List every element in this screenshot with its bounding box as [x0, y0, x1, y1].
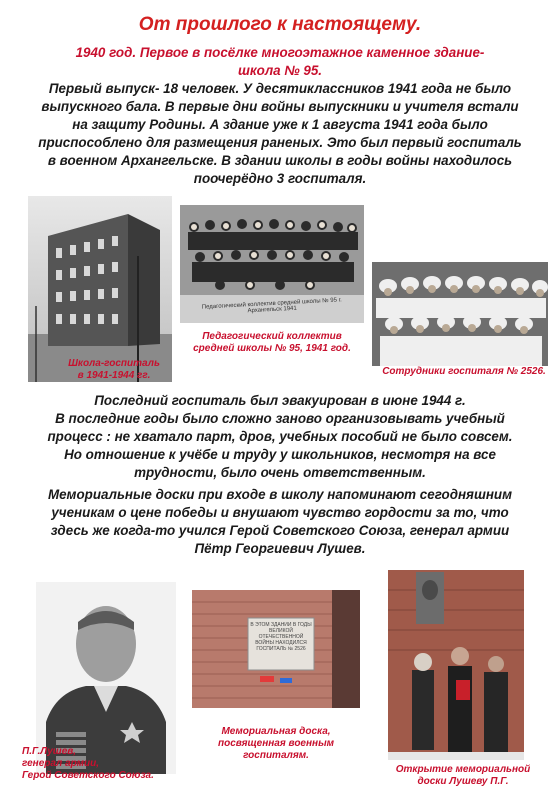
- intro-paragraph: [0, 44, 560, 188]
- memorial-plaque-photo: [192, 590, 360, 708]
- middle-line-5: трудности, было очень ответственным.: [134, 465, 426, 480]
- teachers-photo-inscription: Педагогический коллектив средней школы № 95 г. Архангельск 1941: [201, 297, 342, 315]
- school-building-caption-line-1: Школа-госпиталь: [68, 358, 160, 369]
- plaque-caption: [196, 726, 356, 762]
- plaque-text: В ЭТОМ ЗДАНИИ В ГОДЫ ВЕЛИКОЙ ОТЕЧЕСТВЕННОЙ ВОЙНЫ НАХОДИЛСЯ ГОСПИТАЛЬ № 2526: [250, 622, 312, 652]
- middle-line-4: Но отношение к учёбе и труду у школьников, несмотря на все: [64, 447, 496, 462]
- school-building-caption: [54, 358, 174, 382]
- middle-line-2: В последние годы было сложно заново организовывать учебный: [55, 411, 505, 426]
- hospital-staff-photo: [372, 262, 548, 366]
- general-caption-line-2: генерал армии,: [22, 758, 99, 769]
- middle-line-1: Последний госпиталь был эвакуирован в июне 1944 г.: [94, 393, 466, 408]
- intro-line-6: приспособлено для размещения раненых. Это был первый госпиталь: [38, 135, 522, 150]
- teachers-caption-line-1: Педагогический коллектив: [202, 331, 342, 342]
- intro-year: 1940 год.: [75, 45, 137, 60]
- general-caption: [22, 746, 202, 782]
- plaque-opening-caption: [378, 764, 548, 788]
- plaque-opening-caption-line-2: доски Лушеву П.Г.: [417, 776, 509, 787]
- intro-line-5: на защиту Родины. А здание уже к 1 августа 1941 года было: [72, 117, 488, 132]
- general-caption-line-3: Герой Советского Союза.: [22, 770, 154, 781]
- middle-line-7: ученикам о цене победы и внушают чувство гордости за то, что: [51, 505, 509, 520]
- intro-line-1: [0, 44, 560, 62]
- middle-line-9: Пётр Георгиевич Лушев.: [194, 541, 366, 556]
- plaque-opening-image: [388, 570, 524, 760]
- middle-line-3: процесс : не хватало парт, дров, учебных пособий не было совсем.: [47, 429, 513, 444]
- plaque-caption-line-2: посвященная военным: [217, 738, 335, 749]
- hospital-staff-caption: Сотрудники госпиталя № 2526.: [382, 366, 546, 377]
- intro-line-2: школа № 95.: [237, 63, 323, 78]
- page-title: От прошлого к настоящему.: [138, 14, 422, 35]
- plaque-opening-photo: [388, 570, 524, 760]
- intro-line-1-rest: Первое в посёлке многоэтажное каменное здание-: [139, 45, 485, 60]
- school-building-image: [28, 196, 172, 382]
- hospital-staff-image: [372, 262, 548, 366]
- teachers-caption: [184, 331, 360, 355]
- school-building-caption-line-2: в 1941-1944 гг.: [77, 370, 151, 381]
- intro-line-7: в военном Архангельске. В здании школы в годы войны находилось: [47, 153, 513, 168]
- general-caption-line-1: П.Г.Лушев,: [22, 746, 77, 757]
- intro-line-3: Первый выпуск- 18 человек. У десятиклассников 1941 года не было: [48, 81, 512, 96]
- plaque-caption-line-3: госпиталям.: [243, 750, 309, 761]
- plaque-opening-caption-line-1: Открытие мемориальной: [395, 764, 531, 775]
- middle-paragraph: [0, 392, 560, 558]
- teachers-caption-line-2: средней школы № 95, 1941 год.: [193, 343, 351, 354]
- school-building-photo: [28, 196, 172, 382]
- teachers-group-photo: [180, 205, 364, 323]
- intro-line-8: поочерёдно 3 госпиталя.: [193, 171, 367, 186]
- intro-line-4: выпускного бала. В первые дни войны выпускники и учителя встали: [41, 99, 519, 114]
- middle-line-8: здесь же когда-то учился Герой Советского Союза, генерал армии: [50, 523, 510, 538]
- middle-line-6: Мемориальные доски при входе в школу напоминают сегодняшним: [47, 487, 513, 502]
- plaque-caption-line-1: Мемориальная доска,: [221, 726, 331, 737]
